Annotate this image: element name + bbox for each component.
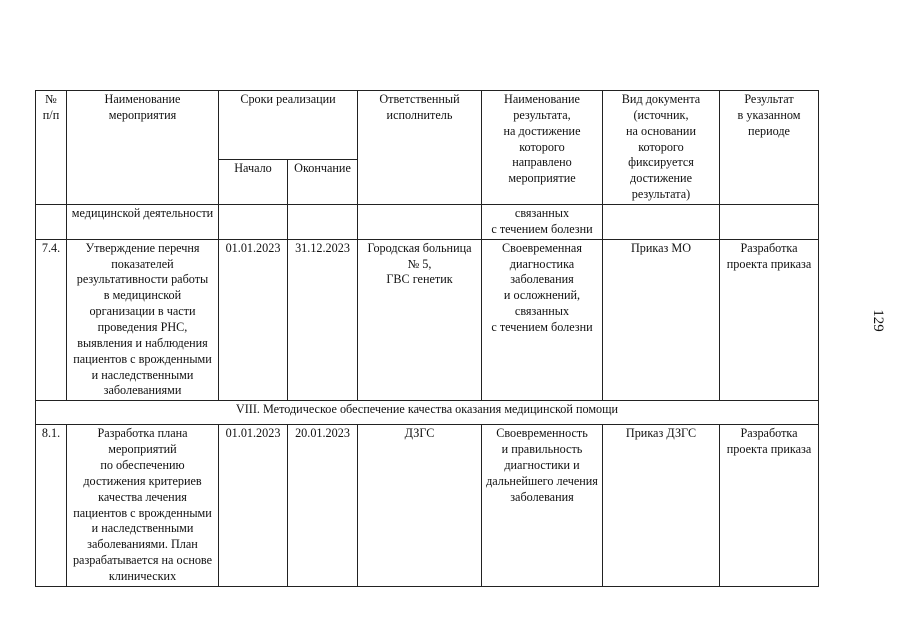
row-7-4-end-cell: [288, 239, 358, 401]
row-8-1-num: 8.1.: [41, 426, 61, 441]
row-7-4-responsible: Городская больница № 5, ГВС генетик: [367, 240, 472, 287]
row-8-1-doc-cell: [603, 425, 720, 587]
header-period-result: Результат в указанном периоде: [737, 92, 801, 138]
continuation-period-cell: [720, 205, 819, 240]
row-8-1-doc-type: Приказ ДЗГС: [625, 426, 697, 441]
row-7-4-end: 31.12.2023: [295, 240, 350, 255]
row-8-1-period-result: Разработка проекта приказа: [726, 426, 812, 457]
row-8-1-responsible: ДЗГС: [404, 426, 435, 441]
continuation-start-cell: [219, 205, 288, 240]
header-responsible: Ответственный исполнитель: [379, 92, 460, 122]
header-period-result-cell: [720, 91, 819, 205]
continuation-event-name: медицинской деятельности: [71, 206, 214, 221]
page-number: 129: [869, 309, 886, 332]
row-8-1-start-cell: [219, 425, 288, 587]
header-num-cell: [36, 91, 67, 205]
table-row: [36, 425, 819, 587]
continuation-doc-cell: [603, 205, 720, 240]
header-terms: Сроки реализации: [240, 92, 336, 106]
header-doc-type: Вид документа (источник, на основании которого фиксируется достижение результата): [621, 92, 701, 202]
row-7-4-result-cell: [482, 239, 603, 401]
table-row: [36, 239, 819, 401]
header-event-name: Наименование мероприятия: [104, 92, 181, 122]
row-8-1-end-cell: [288, 425, 358, 587]
row-8-1-start: 01.01.2023: [225, 426, 281, 441]
header-start: Начало: [234, 160, 272, 175]
row-7-4-event-cell: [67, 239, 219, 401]
header-doc-type-cell: [603, 91, 720, 205]
continuation-end-cell: [288, 205, 358, 240]
row-8-1-result-name: Своевременность и правильность диагностики и дальнейшего лечения заболевания: [486, 426, 598, 504]
continuation-result-name: связанных с течением болезни: [491, 206, 593, 236]
header-num: № п/п: [42, 92, 60, 122]
header-result-name-cell: [482, 91, 603, 205]
continuation-num-cell: [36, 205, 67, 240]
header-start-cell: [219, 159, 288, 204]
row-7-4-doc-cell: [603, 239, 720, 401]
continuation-responsible-cell: [358, 205, 482, 240]
header-event-cell: [67, 91, 219, 205]
row-7-4-num: 7.4.: [41, 240, 61, 255]
row-7-4-start-cell: [219, 239, 288, 401]
row-7-4-event-name: Утверждение перечня показателей результативности работы в медицинской организации в части проведения РНС, выявления и наблюдения пациентов с врожденными и наследственными заболеваниями: [73, 240, 212, 398]
header-result-name: Наименование результата, на достижение которого направлено мероприятие: [503, 92, 581, 186]
continuation-result-cell: [482, 205, 603, 240]
header-row: [36, 91, 819, 160]
section-8-title: VIII. Методическое обеспечение качества оказания медицинской помощи: [235, 402, 619, 417]
continuation-row: [36, 205, 819, 240]
row-7-4-doc-type: Приказ МО: [630, 240, 692, 255]
row-8-1-end: 20.01.2023: [295, 426, 350, 441]
row-8-1-event-cell: [67, 425, 219, 587]
row-8-1-period-cell: [720, 425, 819, 587]
continuation-event-cell: [67, 205, 219, 240]
section-8-cell: [36, 401, 819, 425]
row-8-1-event-name: Разработка плана мероприятий по обеспечению достижения критериев качества лечения пациентов с врожденными и наследственными заболеваниями. План разрабатывается на основе клинических: [72, 426, 213, 584]
row-7-4-result-name: Своевременная диагностика заболевания и осложнений, связанных с течением болезни: [491, 240, 593, 335]
row-7-4-period-cell: [720, 239, 819, 401]
row-7-4-period-result: Разработка проекта приказа: [726, 240, 812, 271]
header-responsible-cell: [358, 91, 482, 205]
row-7-4-start: 01.01.2023: [225, 240, 281, 255]
section-row: [36, 401, 819, 425]
row-8-1-responsible-cell: [358, 425, 482, 587]
row-7-4-num-cell: [36, 239, 67, 401]
header-terms-cell: [219, 91, 358, 160]
header-end-cell: [288, 159, 358, 204]
row-7-4-responsible-cell: [358, 239, 482, 401]
row-8-1-result-cell: [482, 425, 603, 587]
plan-table: [35, 90, 819, 587]
header-end: Окончание: [294, 160, 351, 175]
row-8-1-num-cell: [36, 425, 67, 587]
